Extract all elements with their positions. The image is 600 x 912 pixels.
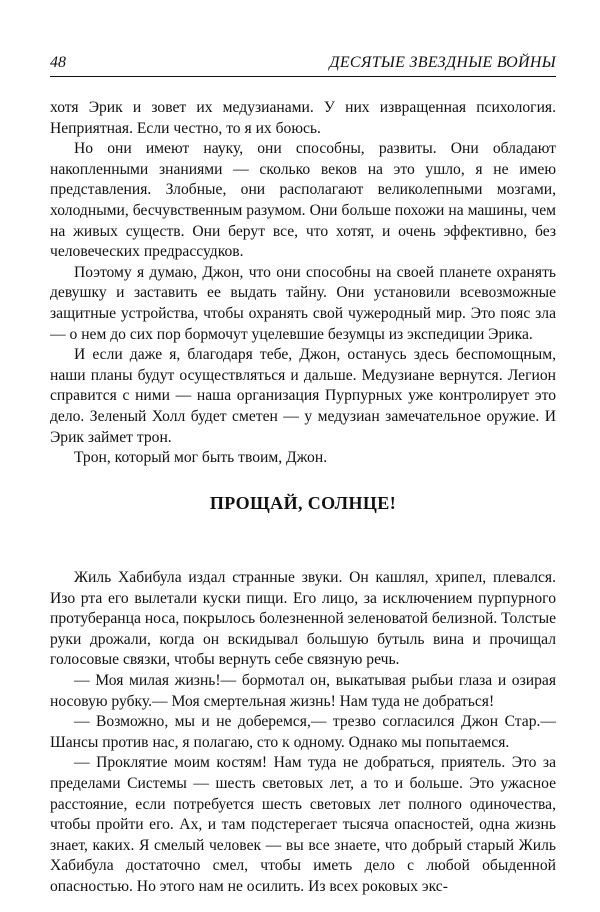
- paragraph: Жиль Хабибула издал странные звуки. Он кашлял, хрипел, плевался. Изо рта его вылетали куски пищи. Его лицо, за исключением пурпурного протуберанца носа, покрылось болезненной зеленоватой белизной. Толстые руки дрожали, когда он вскидывал большую бутыль вина и прочищал голосовые связки, чтобы вернуть себе связную речь.: [50, 569, 556, 669]
- paragraph: хотя Эрик и зовет их медузианами. У них извращенная психология. Неприятная. Если честно, то я их боюсь.: [50, 99, 556, 137]
- paragraph: Поэтому я думаю, Джон, что они способны на своей планете охранять девушку и заставить ее выдать тайну. Они установили всевозможные защитные устройства, чтобы охранять свой чужеродный мир. Это пояс зла — о нем до сих пор бормочут уцелевшие безумцы из экспедиции Эрика.: [50, 263, 556, 343]
- paragraph: — Моя милая жизнь!— бормотал он, выкатывая рыбьи глаза и озирая носовую рубку.— Моя смертельная жизнь! Нам туда не добраться!: [50, 671, 556, 710]
- running-head: [50, 52, 556, 77]
- paragraph: И если даже я, благодаря тебе, Джон, останусь здесь беспомощным, наши планы будут осуществляться и дальше. Медузиане вернутся. Легион справится с ними — наша организация Пурпурных уже контролирует это дело. Зеленый Холл будет сметен — у медузиан замечательное оружие. И Эрик займет трон.: [50, 346, 556, 446]
- book-page: [50, 52, 556, 902]
- text-block-chapter: [50, 568, 556, 898]
- paragraph: — Возможно, мы и не доберемся,— трезво согласился Джон Стар.— Шансы против нас, я полагаю, сто к одному. Однако мы попытаемся.: [50, 713, 556, 751]
- paragraph: Но они имеют науку, они способны, развиты. Они обладают накопленными знаниями — сколько веков на это ушло, я не имею представления. Злобные, они располагают великолепными мозгами, холодными, бесчувственным разумом. Они больше похожи на машины, чем на живых существ. Они берут все, что хотят, и очень эффективно, без человеческих предрассудков.: [50, 140, 556, 261]
- paragraph: — Проклятие моим костям! Нам туда не добраться, приятель. Это за пределами Системы — шесть световых лет, а то и больше. Это ужасное расстояние, если потребуется шесть световых лет полного одиночества, чтобы пройти его. Ах, и там подстерегает тысяча опасностей, одна жизнь знает, каких. Я смелый человек — вы все знаете, что добрый старый Жиль Хабибула достаточно смел, чтобы иметь дело с любой обыденной опасностью. Но этого нам не осилить. Из всех роковых экс-: [50, 754, 556, 895]
- running-title: ДЕСЯТЫЕ ЗВЕЗДНЫЕ ВОЙНЫ: [329, 54, 556, 71]
- page-number: 48: [50, 54, 66, 71]
- text-block-top: [50, 98, 556, 469]
- chapter-title: ПРОЩАЙ, СОЛНЦЕ!: [209, 493, 397, 513]
- paragraph: Трон, который мог быть твоим, Джон.: [74, 449, 328, 467]
